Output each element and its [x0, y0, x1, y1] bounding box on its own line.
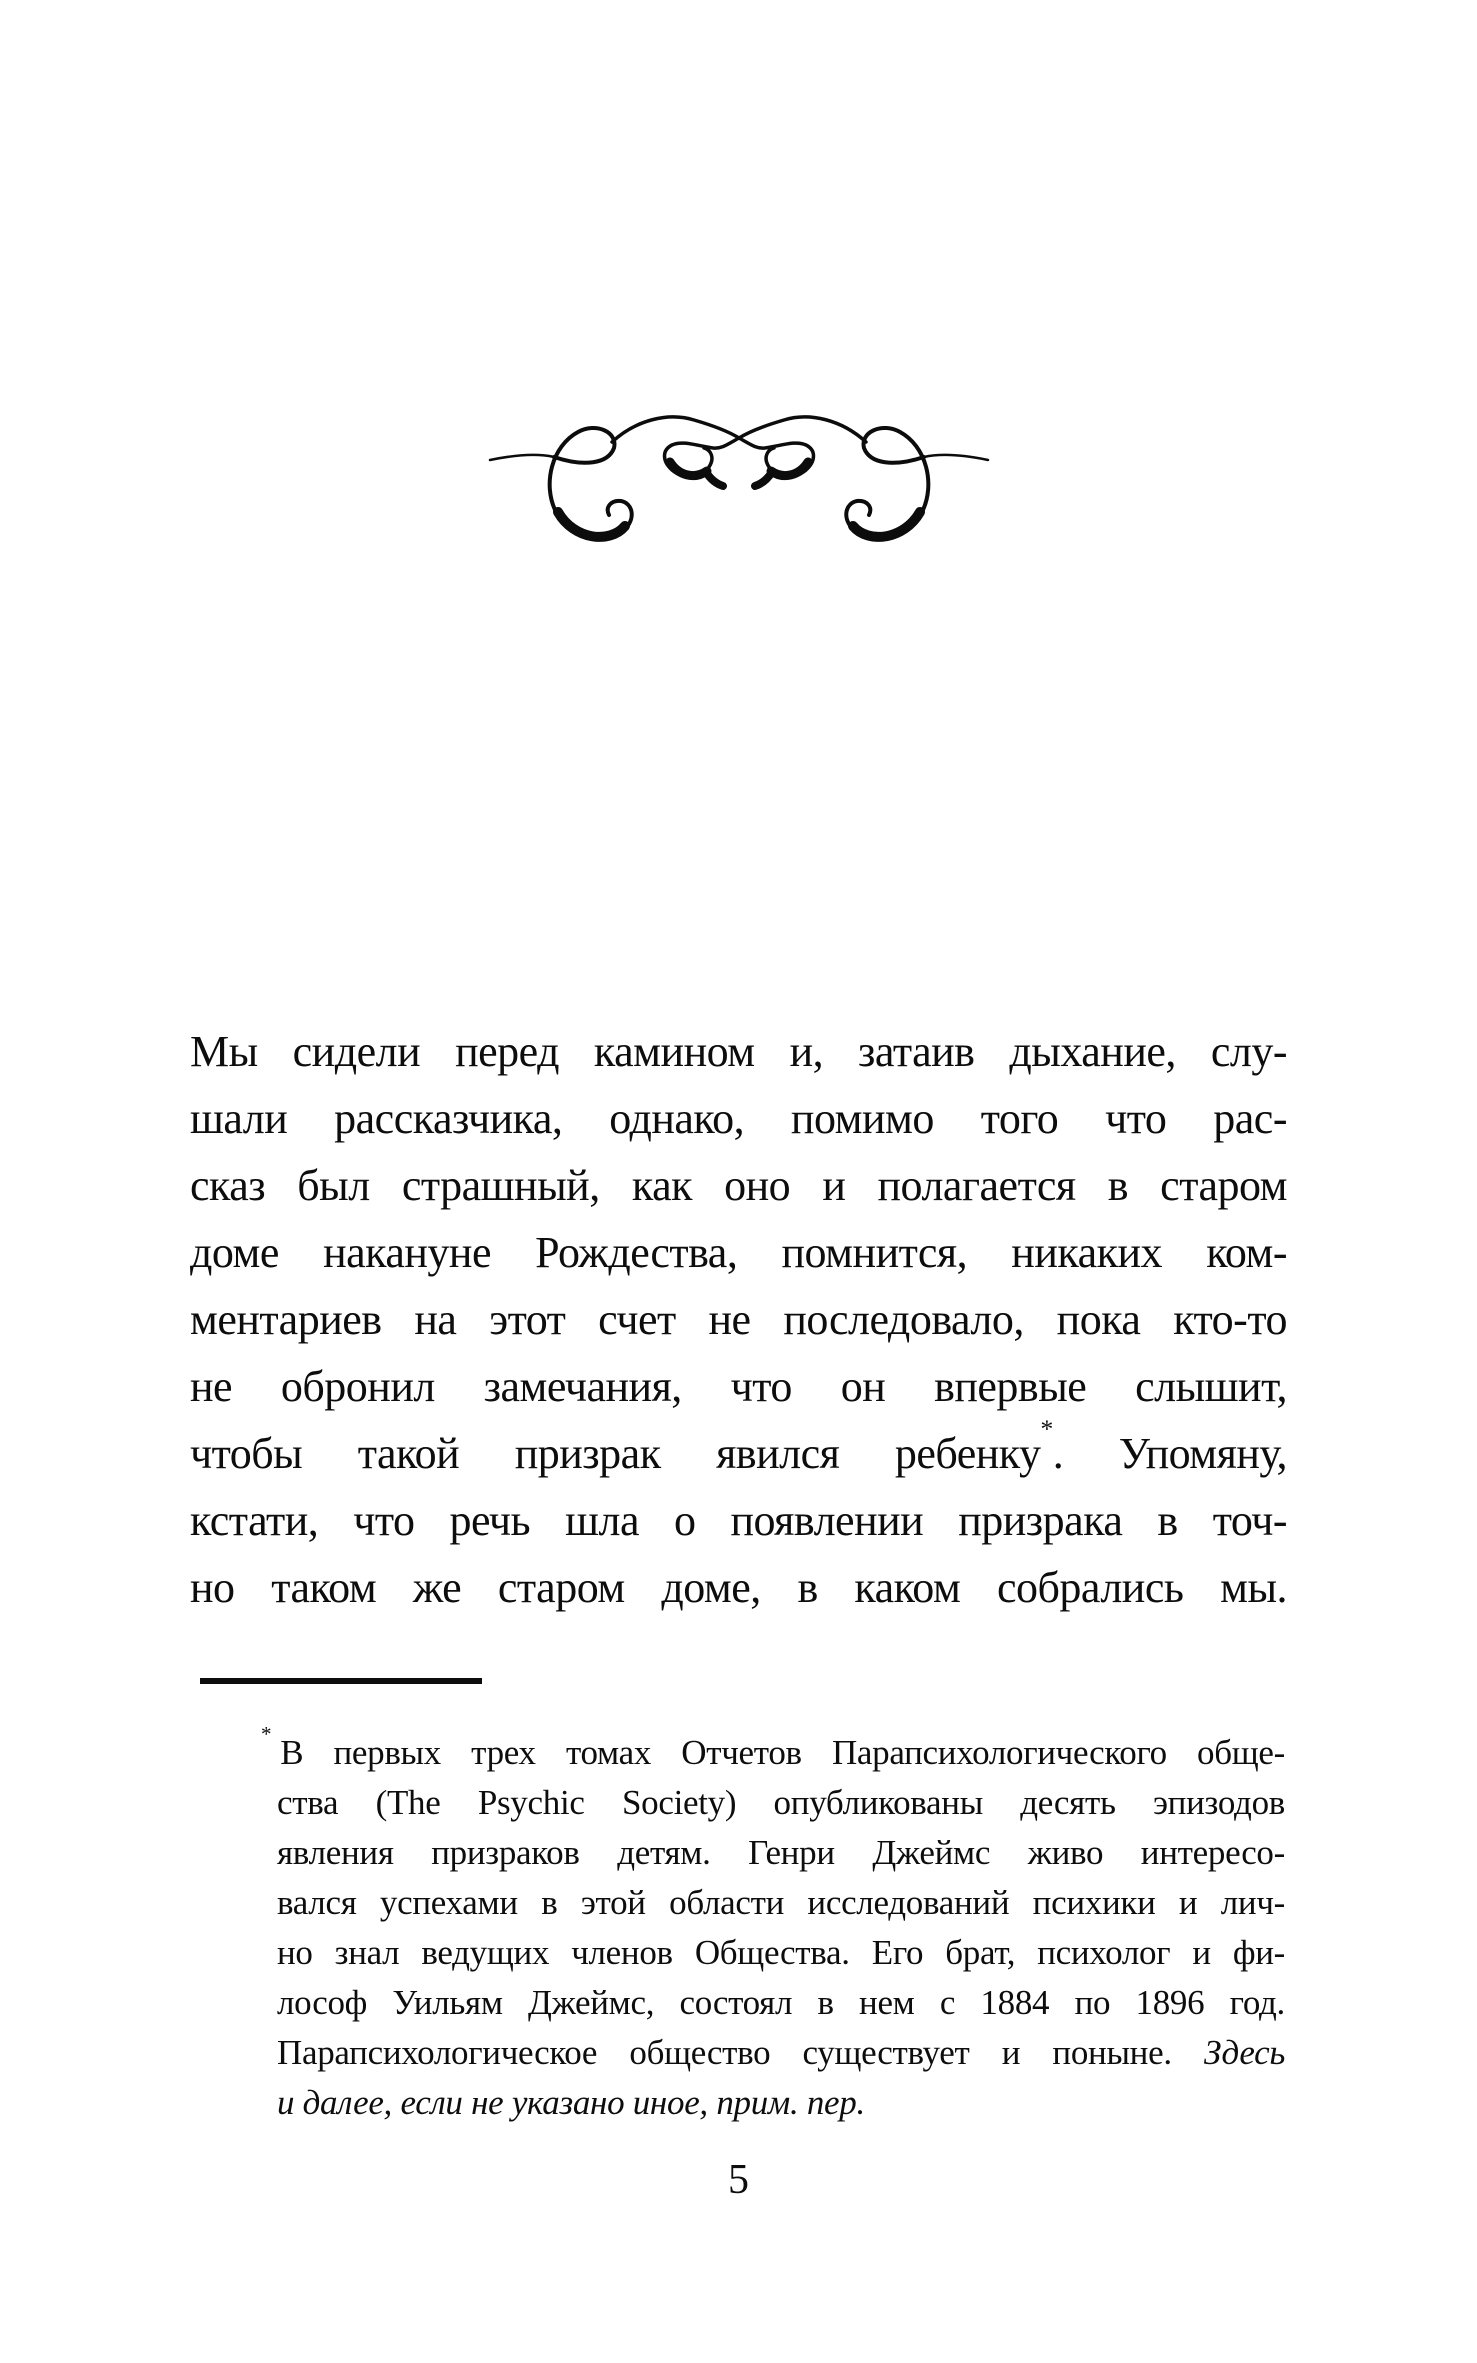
footnote-line [261, 1721, 1285, 1778]
text-line: сказ был страшный, как оно и полагается в старом [190, 1161, 1287, 1210]
text-line: шали рассказчика, однако, помимо того что рас- [190, 1094, 1287, 1143]
footnote-marker: * [261, 1721, 272, 1746]
text-segment: В первых трех томах Отчетов Парапсихологического обще- [280, 1733, 1285, 1772]
footnote [261, 1721, 1285, 2128]
footnote-line: но знал ведущих членов Общества. Его брат, психолог и фи- [277, 1933, 1285, 1972]
text-line: доме накануне Рождества, помнится, никаких ком- [190, 1228, 1287, 1277]
text-segment: чтобы такой призрак явился ребенку [190, 1429, 1041, 1478]
text-line: но таком же старом доме, в каком собрались мы. [190, 1563, 1287, 1612]
footnote-line: явления призраков детям. Генри Джеймс живо интересо- [277, 1833, 1285, 1872]
footnote-line: ства (The Psychic Society) опубликованы десять эпизодов [277, 1783, 1285, 1822]
paragraph [190, 1018, 1287, 1621]
footnote-reference-marker: * [1040, 1413, 1053, 1443]
footnote-line: вался успехами в этой области исследований психики и лич- [277, 1883, 1285, 1922]
text-segment-italic: Здесь [1204, 2033, 1285, 2072]
text-line: кстати, что речь шла о появлении призрака в точ- [190, 1496, 1287, 1545]
footnote-separator [200, 1678, 482, 1684]
footnote-line: и далее, если не указано иное, прим. пер. [277, 2083, 865, 2122]
text-line [190, 1413, 1288, 1487]
text-line: не обронил замечания, что он впервые слышит, [190, 1362, 1287, 1411]
footnote-line: лософ Уильям Джеймс, состоял в нем с 1884 по 1896 год. [277, 1983, 1285, 2022]
page-number: 5 [728, 2157, 749, 2203]
flourish-divider-icon [484, 412, 994, 552]
footnote-line [277, 2028, 1285, 2078]
text-line: Мы сидели перед камином и, затаив дыхание, слу- [190, 1027, 1287, 1076]
text-segment: . Упомяну, [1052, 1429, 1288, 1478]
text-segment: Парапсихологическое общество существует и поныне. [277, 2033, 1205, 2072]
text-line: ментариев на этот счет не последовало, пока кто-то [190, 1295, 1287, 1344]
